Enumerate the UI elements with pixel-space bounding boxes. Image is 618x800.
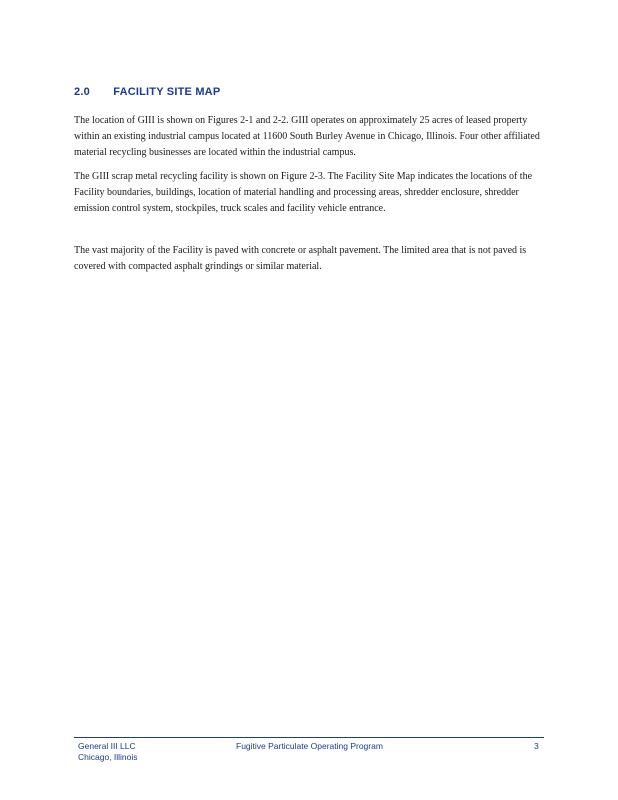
footer-page-number: 3: [534, 741, 539, 751]
paragraph-location: The location of GIII is shown on Figures 2-1 and 2-2. GIII operates on approximately 25 acres of leased property within an existing industrial campus located at 11600 South Burley Avenue in Chicago, Illinois. Four other affiliated material recycling businesses are located within the industrial campus.: [74, 115, 540, 158]
section-heading: [74, 86, 220, 98]
footer-divider: [74, 737, 544, 738]
paragraph-pavement: The vast majority of the Facility is paved with concrete or asphalt pavement. The limited area that is not paved is covered with compacted asphalt grindings or similar material.: [74, 245, 527, 272]
footer-company-block: [78, 741, 138, 763]
footer-location: Chicago, Illinois: [78, 752, 138, 762]
footer-document-title: Fugitive Particulate Operating Program: [236, 741, 383, 751]
section-title: FACILITY SITE MAP: [113, 86, 221, 98]
footer-company: General III LLC: [78, 741, 136, 751]
section-number: 2.0: [74, 86, 90, 98]
paragraph-site-map: The GIII scrap metal recycling facility is shown on Figure 2-3. The Facility Site Map indicates the locations of the Facility boundaries, buildings, location of material handling and processing areas, shredder enclosure, shredder emission control system, stockpiles, truck scales and facility vehicle entrance.: [74, 171, 533, 214]
